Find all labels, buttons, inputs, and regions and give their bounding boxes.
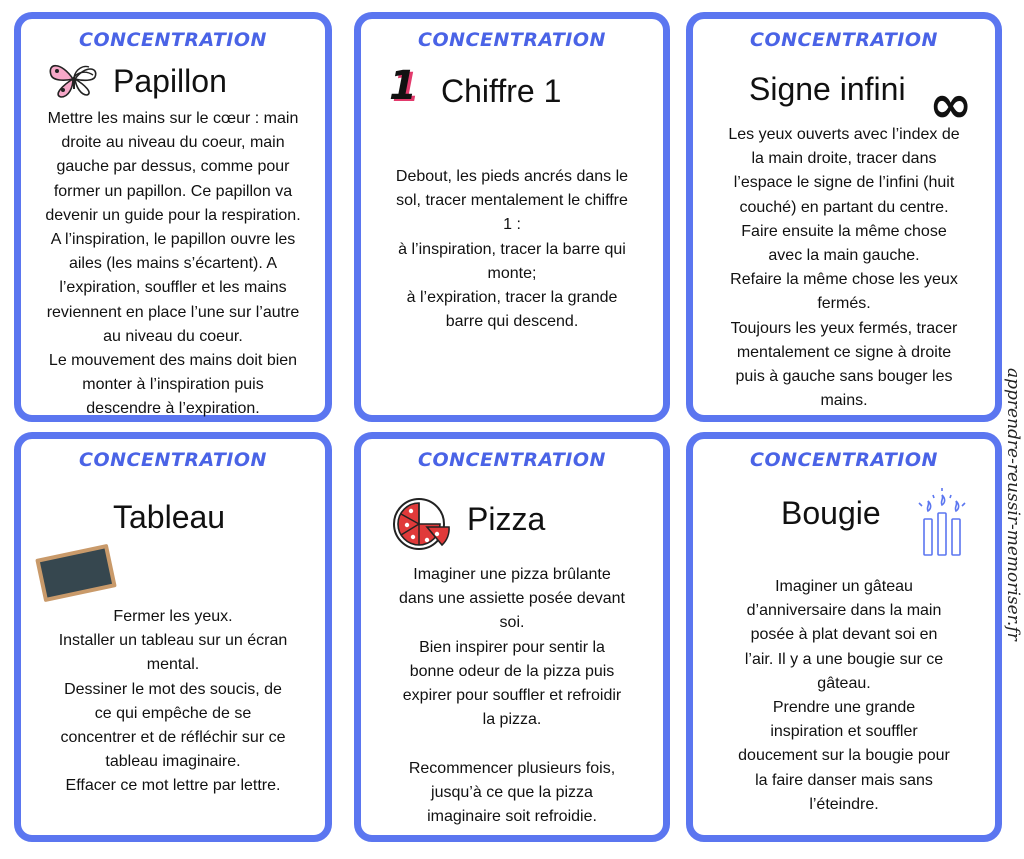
chalkboard-icon	[33, 539, 119, 607]
card-signe-infini	[686, 12, 1002, 422]
card-title: Pizza	[467, 501, 546, 537]
card-body: Les yeux ouverts avec l’index de la main droite, tracer dans l’espace le signe de l’infini (huit couché) en partant du centre. Faire ensuite la même chose avec la main gauche. Refaire la même chose les yeux fermés. Toujours les yeux fermés, tracer mentalement ce signe à droite puis à gauche sans bouger les mains.	[728, 126, 960, 410]
card-header: CONCENTRATION	[750, 449, 938, 471]
card-papillon	[14, 12, 332, 422]
card-header: CONCENTRATION	[750, 29, 938, 51]
card-title: Signe infini	[749, 71, 906, 107]
card-tableau	[14, 432, 332, 842]
card-header: CONCENTRATION	[79, 29, 267, 51]
card-body: Debout, les pieds ancrés dans le sol, tracer mentalement le chiffre 1 : à l’inspiration, tracer la barre qui monte; à l’expiration, tracer la grande barre qui descend.	[395, 168, 629, 331]
card-bougie	[686, 432, 1002, 842]
pizza-icon	[391, 495, 457, 553]
card-title: Bougie	[781, 495, 881, 531]
butterfly-icon	[43, 59, 109, 99]
card-title: Papillon	[113, 63, 227, 99]
watermark-text: apprendre-reussir-memoriser.fr	[1003, 368, 1023, 641]
watermark	[1001, 368, 1021, 668]
card-chiffre-1	[354, 12, 670, 422]
card-header: CONCENTRATION	[418, 29, 606, 51]
card-body: Mettre les mains sur le cœur : main droite au niveau du coeur, main gauche par dessus, comme pour former un papillon. Ce papillon va devenir un guide pour la respiration. A l’inspiration, le papillon ouvre les ailes (les mains s’écartent). A l’expiration, souffler et les mains reviennent en place l’une sur l’autre au niveau du coeur. Le mouvement des mains doit bien monter à l’inspiration puis descendre à l’expiration.	[45, 110, 301, 418]
number-one-icon: 1	[389, 63, 417, 109]
card-header: CONCENTRATION	[79, 449, 267, 471]
card-body: Fermer les yeux. Installer un tableau sur un écran mental. Dessiner le mot des soucis, de ce qui empêche de se concentrer et de réfléchir sur ce tableau imaginaire. Effacer ce mot lettre par lettre.	[58, 608, 288, 795]
card-pizza	[354, 432, 670, 842]
card-title: Chiffre 1	[441, 73, 562, 109]
card-body: Imaginer un gâteau d’anniversaire dans la main posée à plat devant soi en l’air. Il y a une bougie sur ce gâteau. Prendre une grande inspiration et souffler doucement sur la bougie pour la faire danser mais sans l’éteindre.	[738, 578, 950, 813]
card-title: Tableau	[113, 499, 226, 535]
card-body: Imaginer une pizza brûlante dans une assiette posée devant soi. Bien inspirer pour sentir la bonne odeur de la pizza puis expirer pour souffler et refroidir la pizza. Recommencer plusieurs fois, jusqu’à ce que la pizza imaginaire soit refroidie.	[399, 566, 625, 826]
infinity-icon: ∞	[929, 75, 973, 135]
card-header: CONCENTRATION	[418, 449, 606, 471]
candles-icon	[915, 487, 969, 559]
